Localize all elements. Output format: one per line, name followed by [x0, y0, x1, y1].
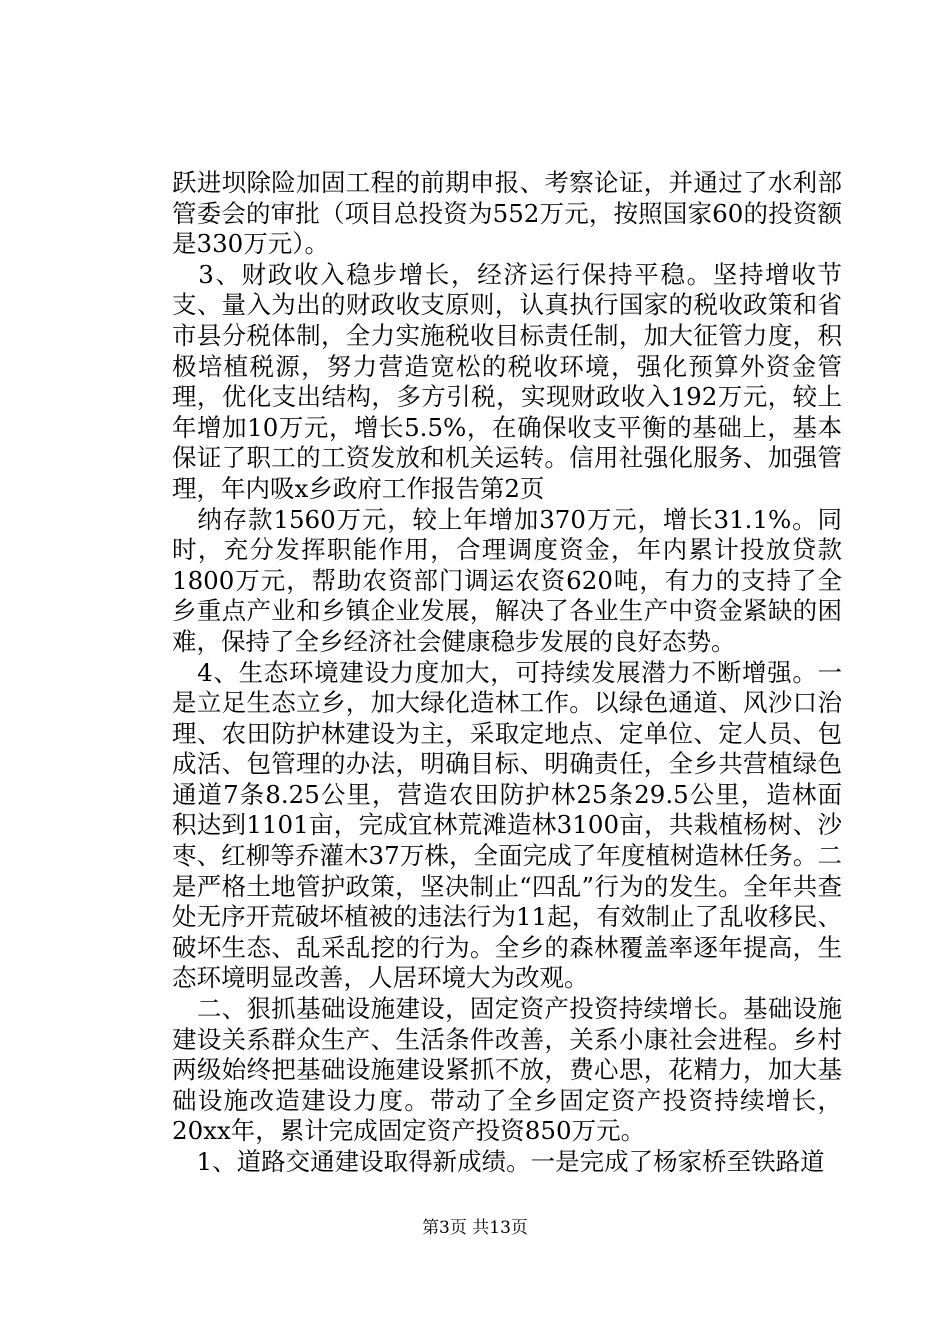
paragraph-6-text: 1、道路交通建设取得新成绩。一是完成了杨家桥至铁路道	[196, 1147, 825, 1176]
paragraph-1-text: 跃进坝除险加固工程的前期申报、考察论证，并通过了水利部管委会的审批（项目总投资为552万元，按照国家60的投资额是330万元）。	[172, 168, 842, 259]
paragraph-3	[172, 505, 842, 658]
paragraph-4	[172, 658, 842, 995]
page-footer: 第3页 共13页	[422, 1218, 528, 1238]
paragraph-6-indent	[172, 1147, 197, 1176]
paragraph-4-indent	[172, 658, 197, 687]
paragraph-5-indent	[172, 994, 197, 1023]
paragraph-2	[172, 260, 842, 505]
paragraph-3-text: 纳存款1560万元，较上年增加370万元，增长31.1%。同时，充分发挥职能作用，合理调度资金，年内累计投放贷款1800万元，帮助农资部门调运农资620吨，有力的支持了全乡重点产业和乡镇企业发展，解决了各业生产中资金紧缺的困难，保持了全乡经济社会健康稳步发展的良好态势。	[172, 504, 842, 656]
paragraph-5-text: 二、狠抓基础设施建设，固定资产投资持续增长。基础设施建设关系群众生产、生活条件改善，关系小康社会进程。乡村两级始终把基础设施建设紧抓不放，费心思，花精力，加大基础设施改造建设力度。带动了全乡固定资产投资持续增长，20xx年，累计完成固定资产投资850万元。	[172, 994, 842, 1146]
paragraph-3-indent	[172, 505, 197, 534]
paragraph-4-text: 4、生态环境建设力度加大，可持续发展潜力不断增强。一是立足生态立乡，加大绿化造林工作。以绿色通道、风沙口治理、农田防护林建设为主，采取定地点、定单位、定人员、包成活、包管理的办法，明确目标、明确责任，全乡共营植绿色通道7条8.25公里，营造农田防护林25条29.5公里，造林面积达到1101亩，完成宜林荒滩造林3100亩，共栽植杨树、沙枣、红柳等乔灌木37万株，全面完成了年度植树造林任务。二是严格土地管护政策，坚决制止“四乱”行为的发生。全年共查处无序开荒破坏植被的违法行为11起，有效制止了乱收移民、破坏生态、乱采乱挖的行为。全乡的森林覆盖率逐年提高，生态环境明显改善，人居环境大为改观。	[172, 657, 842, 993]
paragraph-6	[172, 1147, 842, 1178]
paragraph-2-indent	[172, 260, 198, 289]
paragraph-1	[172, 168, 842, 260]
document-body	[172, 168, 842, 1178]
paragraph-5	[172, 994, 842, 1147]
paragraph-2-text: 3、财政收入稳步增长，经济运行保持平稳。坚持增收节支、量入为出的财政收支原则，认真执行国家的税收政策和省市县分税体制，全力实施税收目标责任制，加大征管力度，积极培植税源，努力营造宽松的税收环境，强化预算外资金管理，优化支出结构，多方引税，实现财政收入192万元，较上年增加10万元，增长5.5%，在确保收支平衡的基础上，基本保证了职工的工资发放和机关运转。信用社强化服务、加强管理，年内吸x乡政府工作报告第2页	[172, 259, 843, 503]
